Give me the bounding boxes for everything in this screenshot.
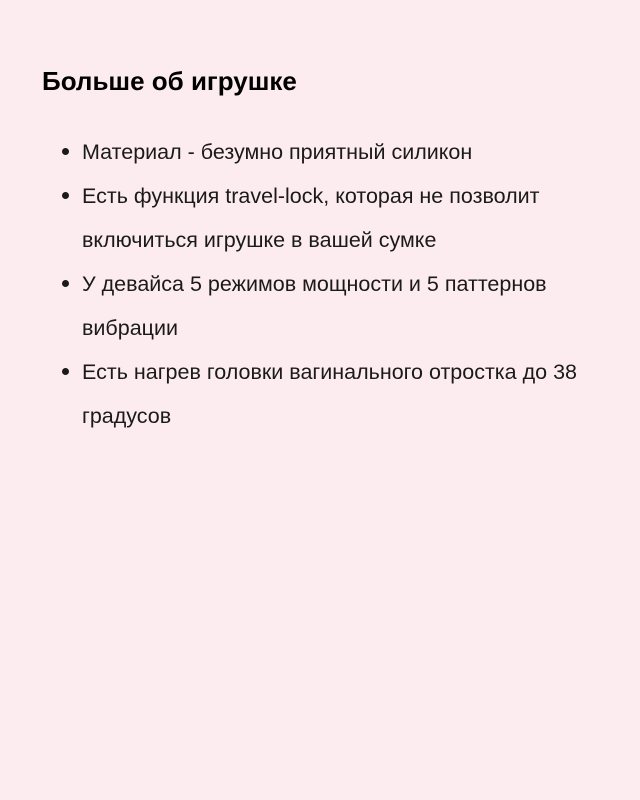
list-item-text: Есть нагрев головки вагинального отростка до 38 градусов: [82, 360, 578, 428]
bullet-icon: [62, 280, 69, 287]
list-item-text: Есть функция travel-lock, которая не позволит включиться игрушке в вашей сумке: [82, 184, 540, 252]
list-item-text: У девайса 5 режимов мощности и 5 паттернов вибрации: [82, 272, 547, 340]
bullet-icon: [62, 192, 69, 199]
list-item-text: Материал - безумно приятный силикон: [82, 140, 473, 164]
list-item: [40, 262, 610, 350]
section-title: Больше об игрушке: [42, 66, 297, 96]
list-item: [40, 130, 610, 174]
features-list: [40, 130, 610, 438]
bullet-icon: [62, 148, 69, 155]
list-item: [40, 174, 610, 262]
bullet-icon: [62, 368, 69, 375]
list-item: [40, 350, 610, 438]
